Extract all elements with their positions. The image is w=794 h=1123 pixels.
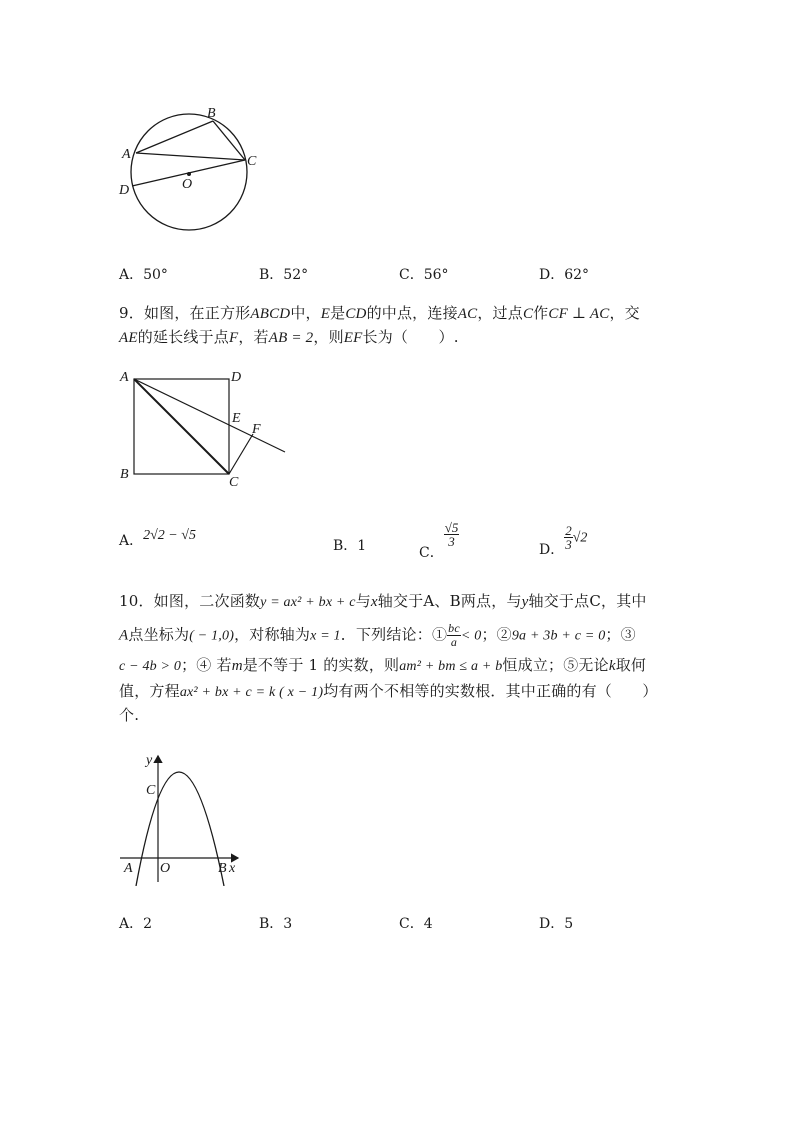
q9-option-c: C． $\frac{√5}{3}$ <box>419 520 459 561</box>
q10-line-3: c − 4b > 0；④ 若m是不等于 1 的实数，则am² + bm ≤ a + b恒成立；⑤无论k取何 <box>119 656 647 674</box>
label-b: B <box>218 861 227 876</box>
q9-option-d: D． $\frac{2}{3}$ √2 <box>539 523 588 558</box>
parabola-figure <box>112 746 252 886</box>
chord-bc <box>213 121 245 160</box>
label-b: B <box>207 106 216 121</box>
q10-line-5: 个. <box>119 706 140 724</box>
label-o: O <box>182 177 193 192</box>
label-x: x <box>229 861 236 876</box>
q10-line-1: 10．如图，二次函数y = ax² + bx + c与x轴交于A、B两点，与y轴交于点C，其中 <box>119 592 647 610</box>
label-c: C <box>146 783 156 798</box>
label-f: F <box>252 422 261 437</box>
label-a: A <box>120 370 129 385</box>
q9-line-2: AE的延长线于点F，若AB = 2，则EF长为（ ）. <box>119 328 459 346</box>
label-y: y <box>146 753 153 768</box>
label-c: C <box>229 475 239 490</box>
label-b: B <box>120 467 129 482</box>
q10-option-b: B．3 <box>259 916 293 932</box>
q10-option-a: A．2 <box>119 916 153 932</box>
line-ae-extended <box>134 379 285 452</box>
label-c: C <box>247 154 257 169</box>
q8-option-b: B．52° <box>259 267 309 283</box>
label-e: E <box>232 411 241 426</box>
q9-line-1: 9．如图，在正方形ABCD中，E是CD的中点，连接AC，过点C作CF ⊥ AC，交 <box>119 304 640 322</box>
diagonal-ac <box>134 379 229 474</box>
q10-option-c: C．4 <box>399 916 433 932</box>
q9-option-a: A．2√2 − √5 <box>119 528 196 549</box>
label-d: D <box>119 183 130 198</box>
q8-option-a: A．50° <box>119 267 168 283</box>
segment-cf <box>229 434 253 474</box>
chord-ac <box>136 153 245 160</box>
q9-option-b: B．1 <box>333 538 367 554</box>
center-point <box>187 172 191 176</box>
label-d: D <box>231 370 242 385</box>
q10-line-4: 值，方程ax² + bx + c = k ( x − 1)均有两个不相等的实数根．其中正确的有（ ） <box>119 682 658 700</box>
label-a: A <box>122 147 131 162</box>
label-a: A <box>124 861 133 876</box>
q10-option-d: D．5 <box>539 916 574 932</box>
q8-option-c: C．56° <box>399 267 449 283</box>
label-o: O <box>160 861 171 876</box>
chord-ab <box>136 121 213 153</box>
square-figure <box>112 364 297 492</box>
circle-figure <box>112 100 272 240</box>
q10-line-2: A点坐标为( − 1,0)，对称轴为x = 1．下列结论：① $\frac{bc}{a}$ < 0；②9a + 3b + c = 0；③ <box>119 621 636 649</box>
q8-option-d: D．62° <box>539 267 590 283</box>
